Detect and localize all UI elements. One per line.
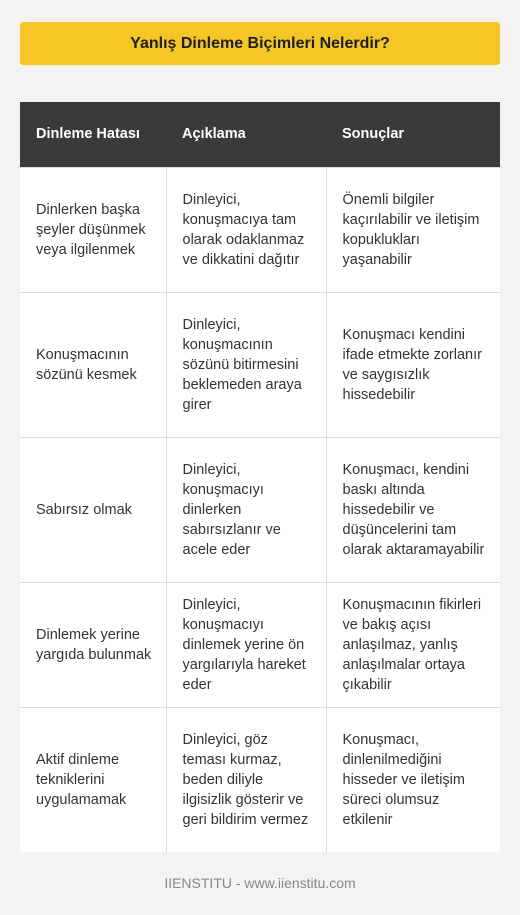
table-header-row [20,102,500,167]
cell-results: Konuşmacının fikirleri ve bakış açısı anlaşılmaz, yanlış anlaşılmalar ortaya çıkabilir [326,582,500,707]
cell-results: Önemli bilgiler kaçırılabilir ve iletişim kopuklukları yaşanabilir [326,167,500,292]
cell-error: Konuşmacının sözünü kesmek [20,292,166,437]
table-row [20,167,500,292]
page-title: Yanlış Dinleme Biçimleri Nelerdir? [130,34,390,52]
cell-error: Dinlemek yerine yargıda bulunmak [20,582,166,707]
table-row [20,292,500,437]
cell-description: Dinleyici, konuşmacıyı dinlerken sabırsızlanır ve acele eder [166,437,326,582]
footer-credit: IIENSTITU - www.iienstitu.com [164,875,356,891]
cell-description: Dinleyici, konuşmacıya tam olarak odaklanmaz ve dikkatini dağıtır [166,167,326,292]
table-row [20,437,500,582]
column-header-error: Dinleme Hatası [20,102,166,167]
cell-error: Aktif dinleme tekniklerini uygulamamak [20,707,166,852]
cell-description: Dinleyici, konuşmacının sözünü bitirmesini beklemeden araya girer [166,292,326,437]
table-row [20,582,500,707]
cell-results: Konuşmacı, kendini baskı altında hissedebilir ve düşüncelerini tam olarak aktaramayabilir [326,437,500,582]
cell-results: Konuşmacı, dinlenilmediğini hisseder ve iletişim süreci olumsuz etkilenir [326,707,500,852]
column-header-results: Sonuçlar [326,102,500,167]
cell-error: Sabırsız olmak [20,437,166,582]
column-header-description: Açıklama [166,102,326,167]
cell-results: Konuşmacı kendini ifade etmekte zorlanır ve saygısızlık hissedebilir [326,292,500,437]
table-row [20,707,500,852]
listening-errors-table [20,102,500,852]
cell-description: Dinleyici, konuşmacıyı dinlemek yerine ön yargılarıyla hareket eder [166,582,326,707]
cell-description: Dinleyici, göz teması kurmaz, beden diliyle ilgisizlik gösterir ve geri bildirim vermez [166,707,326,852]
title-banner [20,22,500,65]
cell-error: Dinlerken başka şeyler düşünmek veya ilgilenmek [20,167,166,292]
